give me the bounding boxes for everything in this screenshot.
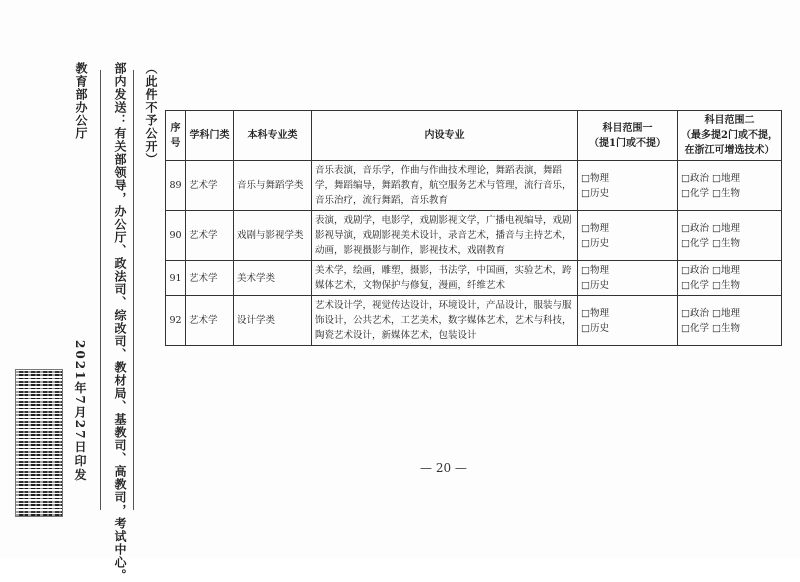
checkbox-history: □历史 [581,237,609,249]
page-number: — 20 — [420,461,467,475]
row-no: 92 [166,296,186,346]
checkbox-physics: □物理 [581,172,609,184]
checkbox-politics-geography: □政治 □地理 [681,307,740,319]
distribution-list: 部内发送：有关部领导，办公厅、政法司、综改司、教材局、基教司、高教司，考试中心。 [113,62,127,582]
checkbox-chemistry-biology: □化学 □生物 [681,322,740,334]
subject-requirements-table [165,110,782,346]
checkbox-history: □历史 [581,280,609,291]
divider-line [100,70,101,510]
row-majors: 美术学，绘画，雕塑，摄影，书法学，中国画，实验艺术，跨媒体艺术，文物保护与修复，漫画，纤维艺术 [312,261,578,296]
confidential-note: （此件不予公开） [144,62,158,166]
row-majors: 艺术设计学，视觉传达设计，环境设计，产品设计，服装与服饰设计，公共艺术，工艺美术，数字媒体艺术，艺术与科技，陶瓷艺术设计，新媒体艺术，包装设计 [312,296,578,346]
row-majors: 音乐表演，音乐学，作曲与作曲技术理论，舞蹈表演，舞蹈学，舞蹈编导，舞蹈教育，航空服务艺术与管理，流行音乐，音乐治疗，流行舞蹈，音乐教育 [312,161,578,211]
header-majors: 内设专业 [312,111,578,161]
qr-code [16,370,62,516]
checkbox-history: □历史 [581,322,609,334]
row-range2 [678,261,782,296]
row-category: 艺术学 [186,261,234,296]
row-no: 90 [166,211,186,261]
header-range2-title: 科目范围二 [704,115,755,126]
checkbox-physics: □物理 [581,222,609,234]
header-category: 学科门类 [186,111,234,161]
row-category: 艺术学 [186,161,234,211]
issue-date: 2021年7月27日印发 [73,340,87,483]
row-range1 [578,296,678,346]
checkbox-physics: □物理 [581,307,609,319]
header-range2-note: （最多提2门或不提， [681,130,778,141]
table-row [166,211,782,261]
row-category: 艺术学 [186,296,234,346]
row-range1 [578,211,678,261]
row-no: 91 [166,261,186,296]
row-subject: 戏剧与影视学类 [234,211,312,261]
checkbox-politics-geography: □政治 □地理 [681,222,740,234]
checkbox-politics-geography: □政治 □地理 [681,265,740,276]
header-range1-note: （提1门或不提） [589,137,666,149]
row-range2 [678,296,782,346]
row-subject: 设计学类 [234,296,312,346]
header-no: 序号 [166,111,186,161]
header-range1 [578,111,678,161]
checkbox-history: □历史 [581,187,609,199]
table-row [166,161,782,211]
row-range1 [578,161,678,211]
header-range2-note: 在浙江可增选技术） [684,145,775,156]
table-row [166,261,782,296]
row-range1 [578,261,678,296]
checkbox-chemistry-biology: □化学 □生物 [681,187,740,199]
row-majors: 表演，戏剧学，电影学，戏剧影视文学，广播电视编导，戏剧影视导演，戏剧影视美术设计，录音艺术，播音与主持艺术，动画，影视摄影与制作，影视技术，戏剧教育 [312,211,578,261]
checkbox-politics-geography: □政治 □地理 [681,172,740,184]
checkbox-physics: □物理 [581,265,609,276]
header-subject: 本科专业类 [234,111,312,161]
row-no: 89 [166,161,186,211]
row-range2 [678,211,782,261]
table-row [166,296,782,346]
row-subject: 美术学类 [234,261,312,296]
issuer: 教育部办公厅 [74,62,88,140]
checkbox-chemistry-biology: □化学 □生物 [681,280,740,291]
row-subject: 音乐与舞蹈学类 [234,161,312,211]
row-range2 [678,161,782,211]
divider-line [133,70,134,510]
header-range1-title: 科目范围一 [602,122,653,134]
row-category: 艺术学 [186,211,234,261]
header-range2 [678,111,782,161]
table-header-row [166,111,782,161]
checkbox-chemistry-biology: □化学 □生物 [681,237,740,249]
